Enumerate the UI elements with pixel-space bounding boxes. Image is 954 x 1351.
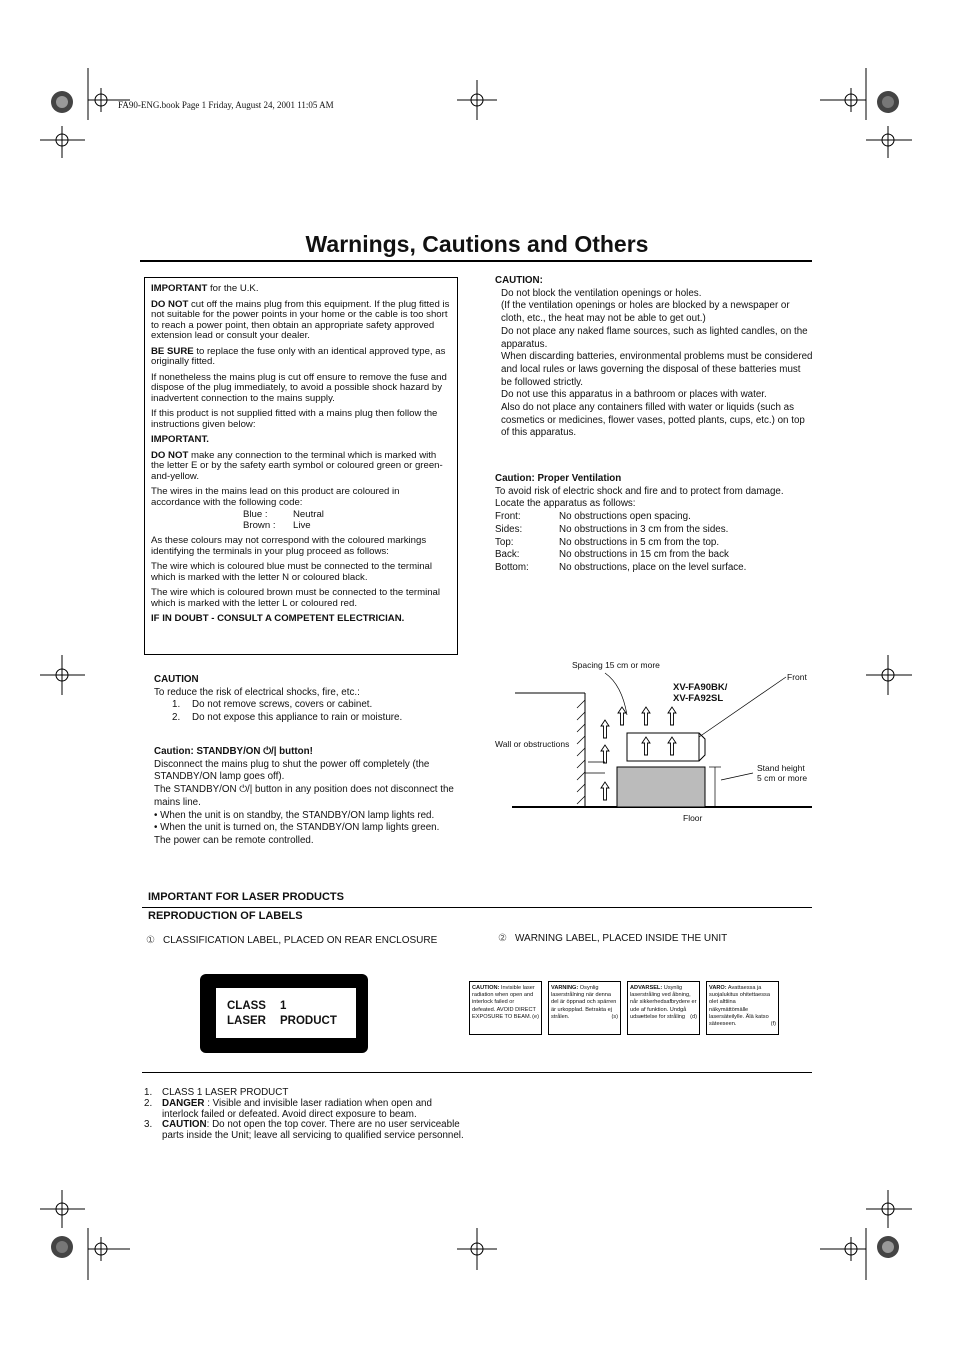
uk-p1: for the U.K.	[207, 283, 259, 294]
ventilation-diagram	[490, 655, 820, 830]
ventilation-row: Front: No obstructions open spacing.	[495, 511, 691, 523]
ventilation-row: Sides: No obstructions in 3 cm from the sides.	[495, 523, 729, 535]
warning-label: ADVARSEL: Usynlig laserstråling ved åbning, når sikkerhedsafbrydere er ude af funktion. Undgå udsættelse for stråling (d)	[627, 981, 700, 1035]
standby-bullet1: When the unit is on standby, the STANDBY/ON lamp lights red.	[160, 809, 435, 821]
caution-line: Do not block the ventilation openings or holes.	[501, 287, 702, 299]
caution-left	[154, 674, 454, 725]
power-symbol-icon: ⏻/|	[239, 784, 253, 796]
wire-code-brown: Brown : Live	[243, 519, 311, 531]
ventilation-rows	[495, 511, 813, 575]
ventilation-heading: Caution: Proper Ventilation	[495, 473, 622, 484]
laser-note: 3. CAUTION: Do not open the top cover. There are no user serviceable parts inside the Unit; leave all servicing to qualified service personnel.	[144, 1119, 464, 1142]
caution-left-heading: CAUTION	[154, 674, 199, 685]
diagram-wall-label: Wall or obstructions	[495, 739, 570, 749]
standby-l2a: The STANDBY/ON	[154, 784, 240, 796]
diagram-front-label: Front	[787, 672, 807, 682]
caution-line: When discarding batteries, environmental problems must be considered and local rules or laws governing the disposal of these batteries must be followed strictly.	[501, 351, 813, 388]
caution-line: Do not use this apparatus in a bathroom or places with water.	[501, 389, 767, 401]
uk-p10: The wire which is coloured blue must be connected to the terminal which is marked with the letter N or coloured black.	[151, 561, 433, 583]
uk-p2: cut off the mains plug from this equipment. If the plug fitted is not suitable for the power points in your home or the cable is too short to reach a power point, then obtain an appropriate safety approved extension lead or consult your dealer.	[151, 298, 450, 341]
standby-section: Caution: STANDBY/ON ⏻/| button! Disconnect the mains plug to shut the power off completely (the STANDBY/ON lamp goes off). The STANDBY/ON ⏻/| button in any position does not disconnect the mains line. • When the unit is on standby, the STANDBY/ON lamp lights red. • When the unit is turned on, the STANDBY/ON lamp lights green. The power can be remote controlled.	[154, 746, 458, 848]
laser-rule-2	[142, 1072, 812, 1073]
laser-heading: IMPORTANT FOR LASER PRODUCTS	[148, 891, 344, 903]
warning-label: VARNING: Osynlig laserstrålning när denna del är öppnad och spärren är urkopplad. Betrakta ej strålen. (s)	[548, 981, 621, 1035]
diagram-model2: XV-FA92SL	[673, 693, 724, 704]
standby-l2b: button in any position does not disconnect the mains line.	[154, 784, 454, 808]
warning-label: VARO: Avattaessa ja suojalukitus ohitettaessa olet alttiina näkymättömälle lasersäteilylle. Älä katso säteeseen. (f)	[706, 981, 779, 1035]
label2-caption: ② WARNING LABEL, PLACED INSIDE THE UNIT	[498, 933, 728, 944]
uk-p4: If nonetheless the mains plug is cut off ensure to remove the fuse and dispose of the plug immediately, to avoid a possible shock hazard by inadvertent connection to the mains supply.	[151, 371, 447, 404]
ventilation-section	[495, 473, 813, 575]
diagram-stand2: 5 cm or more	[757, 773, 808, 783]
power-symbol-icon: ⏻/|	[263, 746, 277, 757]
standby-l3: The power can be remote controlled.	[154, 834, 314, 846]
caution-right-heading: CAUTION:	[495, 275, 543, 286]
diagram-stand1: Stand height	[757, 763, 805, 773]
standby-heading-b: button!	[276, 746, 313, 757]
caution-left-item: 2. Do not expose this appliance to rain or moisture.	[172, 712, 403, 724]
ventilation-row: Bottom: No obstructions, place on the level surface.	[495, 561, 747, 573]
laser-note: 2. DANGER : Visible and invisible laser radiation when open and interlock failed or defeated. Avoid direct exposure to beam.	[144, 1097, 432, 1120]
laser-notes	[144, 1088, 464, 1142]
caution-line: Also do not place any containers filled with water or liquids (such as cosmetics or medicines, flower vases, potted plants, cups, etc.) on top of this apparatus.	[501, 402, 805, 439]
diagram-model1: XV-FA90BK/	[673, 682, 728, 693]
caution-right-lines	[495, 288, 813, 440]
uk-p1-bold: IMPORTANT	[151, 283, 208, 294]
uk-important-box	[144, 277, 458, 655]
caution-line: Do not place any naked flame sources, such as lighted candles, on the apparatus.	[501, 325, 808, 350]
laser-note: 1. CLASS 1 LASER PRODUCT	[144, 1087, 289, 1098]
caution-right	[495, 275, 813, 440]
diagram-spacing-label: Spacing 15 cm or more	[572, 660, 660, 670]
title-rule	[140, 260, 812, 262]
caution-line: (If the ventilation openings or holes are blocked by a newspaper or cloth, etc., the heat may not be able to get out.)	[501, 300, 790, 325]
uk-p7: make any connection to the terminal which is marked with the letter E or by the safety earth symbol or coloured green or green-and-yellow.	[151, 449, 443, 482]
wire-code-blue: Blue : Neutral	[243, 509, 324, 520]
uk-p3-bold: BE SURE	[151, 345, 194, 357]
caution-left-items	[154, 699, 454, 724]
uk-p12-bold: IF IN DOUBT - CONSULT A COMPETENT ELECTRICIAN.	[151, 613, 405, 624]
ventilation-intro1: To avoid risk of electric shock and fire and to protect from damage.	[495, 485, 784, 497]
page-title: Warnings, Cautions and Others	[305, 231, 649, 257]
ventilation-row: Top: No obstructions in 5 cm from the top.	[495, 536, 720, 548]
file-info-header: FA90-ENG.book Page 1 Friday, August 24, 2001 11:05 AM	[118, 100, 334, 110]
uk-p6-bold: IMPORTANT.	[151, 434, 209, 445]
standby-bullet2: When the unit is turned on, the STANDBY/ON lamp lights green.	[160, 822, 440, 834]
uk-p9: As these colours may not correspond with the coloured markings identifying the terminals in your plug proceed as follows:	[151, 535, 427, 557]
caution-left-intro: To reduce the risk of electrical shocks, fire, etc.:	[154, 686, 360, 698]
uk-p11: The wire which is coloured brown must be connected to the terminal which is marked with the letter L or coloured red.	[151, 587, 441, 609]
laser-rule-1	[142, 907, 812, 908]
uk-p3: to replace the fuse only with an identical approved type, as originally fitted.	[151, 345, 446, 367]
ventilation-intro2: Locate the apparatus as follows:	[495, 498, 636, 510]
uk-p8: The wires in the mains lead on this product are coloured in accordance with the following code:	[151, 486, 400, 508]
labels-heading: REPRODUCTION OF LABELS	[148, 910, 303, 922]
warning-label: CAUTION: Invisible laser radiation when open and interlock failed or defeated. AVOID DIRECT EXPOSURE TO BEAM. (e)	[469, 981, 542, 1035]
standby-heading-a: Caution: STANDBY/ON	[154, 746, 264, 757]
ventilation-row: Back: No obstructions in 15 cm from the back	[495, 549, 729, 561]
uk-p5: If this product is not supplied fitted with a mains plug then follow the instructions given below:	[151, 408, 438, 430]
uk-p2-bold: DO NOT	[151, 298, 189, 310]
diagram-floor-label: Floor	[683, 813, 703, 823]
caution-left-item: 1. Do not remove screws, covers or cabinet.	[172, 699, 373, 711]
class1-label: CLASS 1 LASER PRODUCT	[200, 974, 368, 1053]
uk-p7-bold: DO NOT	[151, 449, 189, 461]
standby-l1: Disconnect the mains plug to shut the power off completely (the STANDBY/ON lamp goes off).	[154, 758, 430, 783]
label1-caption: ① CLASSIFICATION LABEL, PLACED ON REAR ENCLOSURE	[146, 935, 438, 946]
